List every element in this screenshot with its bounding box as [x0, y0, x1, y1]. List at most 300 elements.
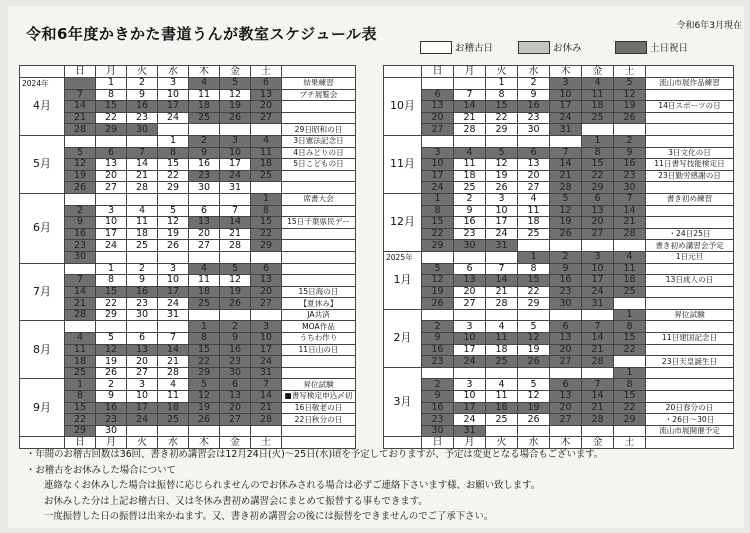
weekday-footer: 土 — [251, 437, 282, 449]
event-note — [282, 182, 356, 194]
day-cell: 23 — [127, 298, 158, 310]
day-cell: 27 — [550, 356, 582, 368]
day-cell: 8 — [614, 379, 646, 391]
day-cell — [518, 309, 550, 321]
month-name: 12月 — [390, 215, 415, 229]
month-label — [384, 193, 422, 251]
day-cell: 20 — [518, 170, 550, 182]
month-label — [384, 367, 422, 437]
day-cell — [454, 309, 486, 321]
day-cell: 22 — [486, 112, 518, 124]
day-cell: 6 — [127, 333, 158, 345]
day-cell: 13 — [220, 391, 251, 403]
day-cell — [251, 124, 282, 136]
event-note — [282, 367, 356, 379]
day-cell: 20 — [550, 344, 582, 356]
day-cell: 5 — [614, 78, 646, 90]
week-row — [384, 124, 734, 136]
day-cell: 23 — [422, 356, 454, 368]
day-cell: 27 — [189, 240, 220, 252]
day-cell: 3 — [550, 78, 582, 90]
day-cell — [96, 193, 127, 205]
event-note — [646, 379, 734, 391]
event-note — [646, 217, 734, 229]
day-cell: 24 — [582, 286, 614, 298]
day-cell: 31 — [582, 298, 614, 310]
day-cell: 11 — [486, 333, 518, 345]
day-cell — [96, 135, 127, 147]
week-row — [20, 193, 356, 205]
month-name: 2月 — [393, 331, 412, 345]
day-cell: 18 — [189, 101, 220, 113]
event-note — [282, 251, 356, 263]
day-cell: 1 — [486, 78, 518, 90]
day-cell — [189, 425, 220, 437]
day-cell — [422, 78, 454, 90]
day-cell: 17 — [220, 159, 251, 171]
day-cell: 29 — [486, 124, 518, 136]
day-cell: 3 — [96, 205, 127, 217]
day-cell: 16 — [189, 159, 220, 171]
month-name: 8月 — [33, 342, 51, 356]
day-cell: 23 — [614, 170, 646, 182]
week-row — [384, 240, 734, 252]
day-cell: 23 — [550, 286, 582, 298]
day-cell: 11 — [189, 89, 220, 101]
day-cell: 6 — [422, 89, 454, 101]
day-cell: 13 — [127, 344, 158, 356]
day-cell — [158, 425, 189, 437]
day-cell: 9 — [96, 391, 127, 403]
day-cell — [96, 321, 127, 333]
day-cell: 7 — [582, 321, 614, 333]
week-row — [384, 193, 734, 205]
day-cell — [486, 135, 518, 147]
day-cell: 30 — [127, 124, 158, 136]
day-cell — [65, 78, 96, 90]
day-cell — [251, 251, 282, 263]
month-label — [20, 263, 65, 321]
day-cell: 8 — [251, 205, 282, 217]
month-label — [384, 309, 422, 367]
day-cell: 2 — [422, 321, 454, 333]
day-cell: 14 — [582, 391, 614, 403]
day-cell: 25 — [189, 298, 220, 310]
day-cell: 10 — [422, 159, 454, 171]
event-note: 13日成人の日 — [646, 275, 734, 287]
day-cell: 26 — [518, 414, 550, 426]
day-cell: 1 — [614, 309, 646, 321]
day-cell: 27 — [251, 298, 282, 310]
week-row — [384, 147, 734, 159]
weekday-header: 土 — [251, 66, 282, 78]
day-cell — [582, 425, 614, 437]
weekday-header: 月 — [454, 66, 486, 78]
day-cell: 1 — [96, 263, 127, 275]
day-cell: 21 — [550, 170, 582, 182]
event-note — [282, 425, 356, 437]
week-row — [20, 333, 356, 345]
day-cell: 4 — [614, 251, 646, 263]
day-cell: 4 — [486, 379, 518, 391]
day-cell: 7 — [220, 205, 251, 217]
day-cell: 30 — [189, 182, 220, 194]
note-line: 連絡なくお休みした場合は振替に応じられませんのでお休みされる場合は必ずご連絡下さいます様、お願い致します。 — [44, 480, 541, 491]
day-cell: 31 — [550, 124, 582, 136]
event-note: 席書大会 — [282, 193, 356, 205]
day-cell: 27 — [454, 298, 486, 310]
event-note — [282, 170, 356, 182]
day-cell: 2 — [422, 379, 454, 391]
event-note — [646, 344, 734, 356]
week-row — [20, 414, 356, 426]
day-cell: 11 — [189, 275, 220, 287]
day-cell: 23 — [454, 228, 486, 240]
event-note: 書き初め練習 — [646, 193, 734, 205]
day-cell: 4 — [189, 263, 220, 275]
day-cell: 27 — [550, 414, 582, 426]
day-cell: 26 — [96, 367, 127, 379]
weekday-footer: 木 — [189, 437, 220, 449]
day-cell: 22 — [96, 112, 127, 124]
day-cell: 6 — [550, 379, 582, 391]
day-cell — [486, 367, 518, 379]
day-cell: 6 — [220, 379, 251, 391]
day-cell: 17 — [158, 101, 189, 113]
day-cell: 28 — [65, 124, 96, 136]
day-cell: 25 — [582, 112, 614, 124]
week-row — [384, 391, 734, 403]
day-cell: 30 — [65, 251, 96, 263]
header-spacer — [20, 66, 65, 78]
day-cell: 4 — [582, 78, 614, 90]
day-cell — [486, 425, 518, 437]
day-cell: 13 — [189, 217, 220, 229]
day-cell: 5 — [518, 321, 550, 333]
week-row — [384, 159, 734, 171]
day-cell: 19 — [550, 217, 582, 229]
day-cell: 1 — [614, 367, 646, 379]
week-row — [20, 321, 356, 333]
day-cell: 10 — [582, 263, 614, 275]
week-row — [20, 251, 356, 263]
month-label — [384, 251, 422, 309]
day-cell: 3 — [454, 379, 486, 391]
day-cell: 3 — [582, 251, 614, 263]
day-cell — [550, 367, 582, 379]
day-cell: 11 — [486, 391, 518, 403]
week-row — [20, 298, 356, 310]
event-note — [282, 240, 356, 252]
day-cell: 21 — [582, 344, 614, 356]
weekday-header: 月 — [96, 66, 127, 78]
weekday-footer: 土 — [614, 437, 646, 449]
day-cell: 22 — [96, 298, 127, 310]
week-row — [20, 217, 356, 229]
day-cell: 18 — [251, 159, 282, 171]
day-cell — [127, 321, 158, 333]
event-note: 3日文化の日 — [646, 147, 734, 159]
day-cell: 23 — [127, 112, 158, 124]
legend-label-holiday: 土日祝日 — [650, 43, 689, 54]
day-cell: 14 — [65, 286, 96, 298]
day-cell — [518, 367, 550, 379]
day-cell — [127, 251, 158, 263]
day-cell: 28 — [251, 414, 282, 426]
month-name: 11月 — [390, 157, 415, 171]
weekday-footer: 水 — [518, 437, 550, 449]
month-label — [384, 135, 422, 193]
day-cell — [158, 251, 189, 263]
day-cell: 11 — [127, 217, 158, 229]
week-row — [20, 356, 356, 368]
day-cell: 26 — [220, 298, 251, 310]
day-cell: 10 — [96, 217, 127, 229]
day-cell — [220, 309, 251, 321]
day-cell: 16 — [127, 101, 158, 113]
week-row — [384, 217, 734, 229]
event-note: 15日千葉県民デー — [282, 217, 356, 229]
day-cell: 13 — [518, 159, 550, 171]
day-cell: 17 — [454, 402, 486, 414]
day-cell: 30 — [422, 425, 454, 437]
day-cell: 22 — [189, 356, 220, 368]
week-row — [20, 159, 356, 171]
event-note: MOA作品 — [282, 321, 356, 333]
day-cell: 11 — [65, 344, 96, 356]
day-cell: 29 — [96, 309, 127, 321]
day-cell: 24 — [550, 112, 582, 124]
day-cell: 8 — [65, 391, 96, 403]
event-note: 22日秋分の日 — [282, 414, 356, 426]
note-line: ・お稽古をお休みした場合について — [26, 464, 176, 476]
day-cell: 20 — [454, 286, 486, 298]
event-note: 書き初め講習会予定 — [646, 240, 734, 252]
day-cell: 25 — [614, 286, 646, 298]
weekday-header: 火 — [486, 66, 518, 78]
header-spacer — [646, 66, 734, 78]
weekday-footer: 火 — [486, 437, 518, 449]
day-cell: 5 — [189, 379, 220, 391]
day-cell: 11 — [158, 391, 189, 403]
note-line: お休みした分は上記お稽古日、又は冬休み書初め講習会にまとめて振替する事もできます。 — [44, 495, 428, 507]
day-cell — [614, 425, 646, 437]
day-cell: 15 — [582, 159, 614, 171]
day-cell: 28 — [158, 367, 189, 379]
day-cell: 18 — [189, 286, 220, 298]
day-cell: 28 — [582, 356, 614, 368]
day-cell: 10 — [454, 333, 486, 345]
week-row — [384, 112, 734, 124]
day-cell: 19 — [96, 356, 127, 368]
day-cell: 29 — [582, 182, 614, 194]
day-cell: 29 — [422, 240, 454, 252]
week-row — [20, 309, 356, 321]
day-cell: 15 — [65, 402, 96, 414]
day-cell — [220, 251, 251, 263]
day-cell: 29 — [251, 240, 282, 252]
weekday-footer: 月 — [96, 437, 127, 449]
day-cell: 16 — [454, 217, 486, 229]
month-name: 10月 — [390, 99, 415, 113]
month-name: 6月 — [33, 221, 51, 235]
day-cell: 27 — [582, 228, 614, 240]
week-row — [20, 78, 356, 90]
day-cell: 19 — [486, 170, 518, 182]
day-cell: 12 — [96, 344, 127, 356]
week-row — [384, 263, 734, 275]
day-cell: 30 — [518, 124, 550, 136]
day-cell: 16 — [65, 228, 96, 240]
day-cell: 24 — [158, 298, 189, 310]
day-cell: 19 — [65, 170, 96, 182]
day-cell — [550, 309, 582, 321]
day-cell: 12 — [189, 391, 220, 403]
day-cell: 7 — [65, 89, 96, 101]
day-cell — [422, 251, 454, 263]
day-cell — [65, 193, 96, 205]
day-cell: 18 — [486, 402, 518, 414]
day-cell — [582, 240, 614, 252]
day-cell: 16 — [550, 275, 582, 287]
event-note: 5日こどもの日 — [282, 159, 356, 171]
week-row — [384, 101, 734, 113]
day-cell: 3 — [158, 263, 189, 275]
day-cell: 6 — [96, 147, 127, 159]
day-cell: 16 — [614, 159, 646, 171]
day-cell: 22 — [582, 170, 614, 182]
day-cell: 5 — [518, 379, 550, 391]
day-cell: 19 — [220, 101, 251, 113]
day-cell: 14 — [220, 217, 251, 229]
day-cell: 23 — [518, 112, 550, 124]
event-note: 【夏休み】 — [282, 298, 356, 310]
month-name: 4月 — [33, 99, 51, 113]
day-cell: 19 — [422, 286, 454, 298]
month-label — [20, 135, 65, 193]
day-cell — [65, 263, 96, 275]
day-cell: 12 — [65, 159, 96, 171]
event-note: 20日春分の日 — [646, 402, 734, 414]
event-note — [646, 182, 734, 194]
day-cell: 25 — [189, 112, 220, 124]
day-cell: 3 — [422, 147, 454, 159]
day-cell: 13 — [550, 333, 582, 345]
day-cell: 7 — [550, 147, 582, 159]
day-cell: 17 — [486, 217, 518, 229]
month-label — [384, 78, 422, 136]
day-cell: 7 — [454, 89, 486, 101]
day-cell: 2 — [96, 379, 127, 391]
event-note: JA共済 — [282, 309, 356, 321]
legend-swatch-off — [518, 41, 550, 54]
day-cell: 16 — [422, 402, 454, 414]
month-name: 7月 — [33, 284, 51, 298]
day-cell: 30 — [220, 367, 251, 379]
day-cell — [251, 309, 282, 321]
day-cell: 12 — [486, 159, 518, 171]
week-row — [384, 333, 734, 345]
day-cell: 31 — [220, 182, 251, 194]
day-cell — [582, 124, 614, 136]
day-cell: 15 — [614, 391, 646, 403]
week-row — [384, 275, 734, 287]
day-cell: 17 — [422, 170, 454, 182]
day-cell: 25 — [518, 228, 550, 240]
day-cell: 17 — [127, 402, 158, 414]
day-cell: 8 — [582, 147, 614, 159]
day-cell: 28 — [454, 124, 486, 136]
weekday-header: 水 — [158, 66, 189, 78]
weekday-header: 金 — [220, 66, 251, 78]
day-cell: 22 — [518, 286, 550, 298]
day-cell: 4 — [158, 379, 189, 391]
day-cell: 5 — [158, 205, 189, 217]
day-cell — [189, 124, 220, 136]
day-cell: 27 — [127, 367, 158, 379]
day-cell — [518, 425, 550, 437]
day-cell: 9 — [518, 89, 550, 101]
day-cell: 23 — [422, 414, 454, 426]
event-note: うちわ作り — [282, 333, 356, 345]
weekday-header-row — [20, 66, 356, 78]
day-cell: 13 — [96, 159, 127, 171]
day-cell: 24 — [220, 170, 251, 182]
event-note: 23日勤労感謝の日 — [646, 170, 734, 182]
day-cell: 14 — [65, 101, 96, 113]
week-row — [20, 205, 356, 217]
day-cell: 8 — [614, 321, 646, 333]
event-note — [282, 275, 356, 287]
day-cell: 1 — [65, 379, 96, 391]
day-cell: 17 — [582, 275, 614, 287]
day-cell: 12 — [220, 89, 251, 101]
event-note — [646, 124, 734, 136]
legend-label-lesson: お稽古日 — [455, 43, 494, 54]
day-cell: 11 — [518, 205, 550, 217]
day-cell: 15 — [614, 333, 646, 345]
day-cell: 7 — [614, 193, 646, 205]
day-cell: 11 — [251, 147, 282, 159]
day-cell — [220, 193, 251, 205]
day-cell: 9 — [454, 205, 486, 217]
weekday-header: 土 — [614, 66, 646, 78]
day-cell: 2 — [454, 193, 486, 205]
day-cell: 24 — [454, 414, 486, 426]
day-cell: 15 — [189, 344, 220, 356]
day-cell: 11 — [582, 89, 614, 101]
event-note — [282, 112, 356, 124]
day-cell: 19 — [158, 228, 189, 240]
day-cell: 13 — [422, 101, 454, 113]
day-cell: 15 — [96, 286, 127, 298]
day-cell: 15 — [158, 159, 189, 171]
day-cell: 9 — [127, 89, 158, 101]
day-cell: 18 — [65, 356, 96, 368]
weekday-header-row — [384, 66, 734, 78]
day-cell: 1 — [582, 135, 614, 147]
day-cell: 10 — [486, 205, 518, 217]
day-cell: 10 — [158, 275, 189, 287]
day-cell: 25 — [65, 367, 96, 379]
day-cell: 14 — [454, 101, 486, 113]
weekday-footer: 木 — [550, 437, 582, 449]
day-cell: 29 — [158, 182, 189, 194]
day-cell: 14 — [486, 275, 518, 287]
week-row — [384, 205, 734, 217]
day-cell: 20 — [189, 228, 220, 240]
day-cell: 27 — [220, 414, 251, 426]
